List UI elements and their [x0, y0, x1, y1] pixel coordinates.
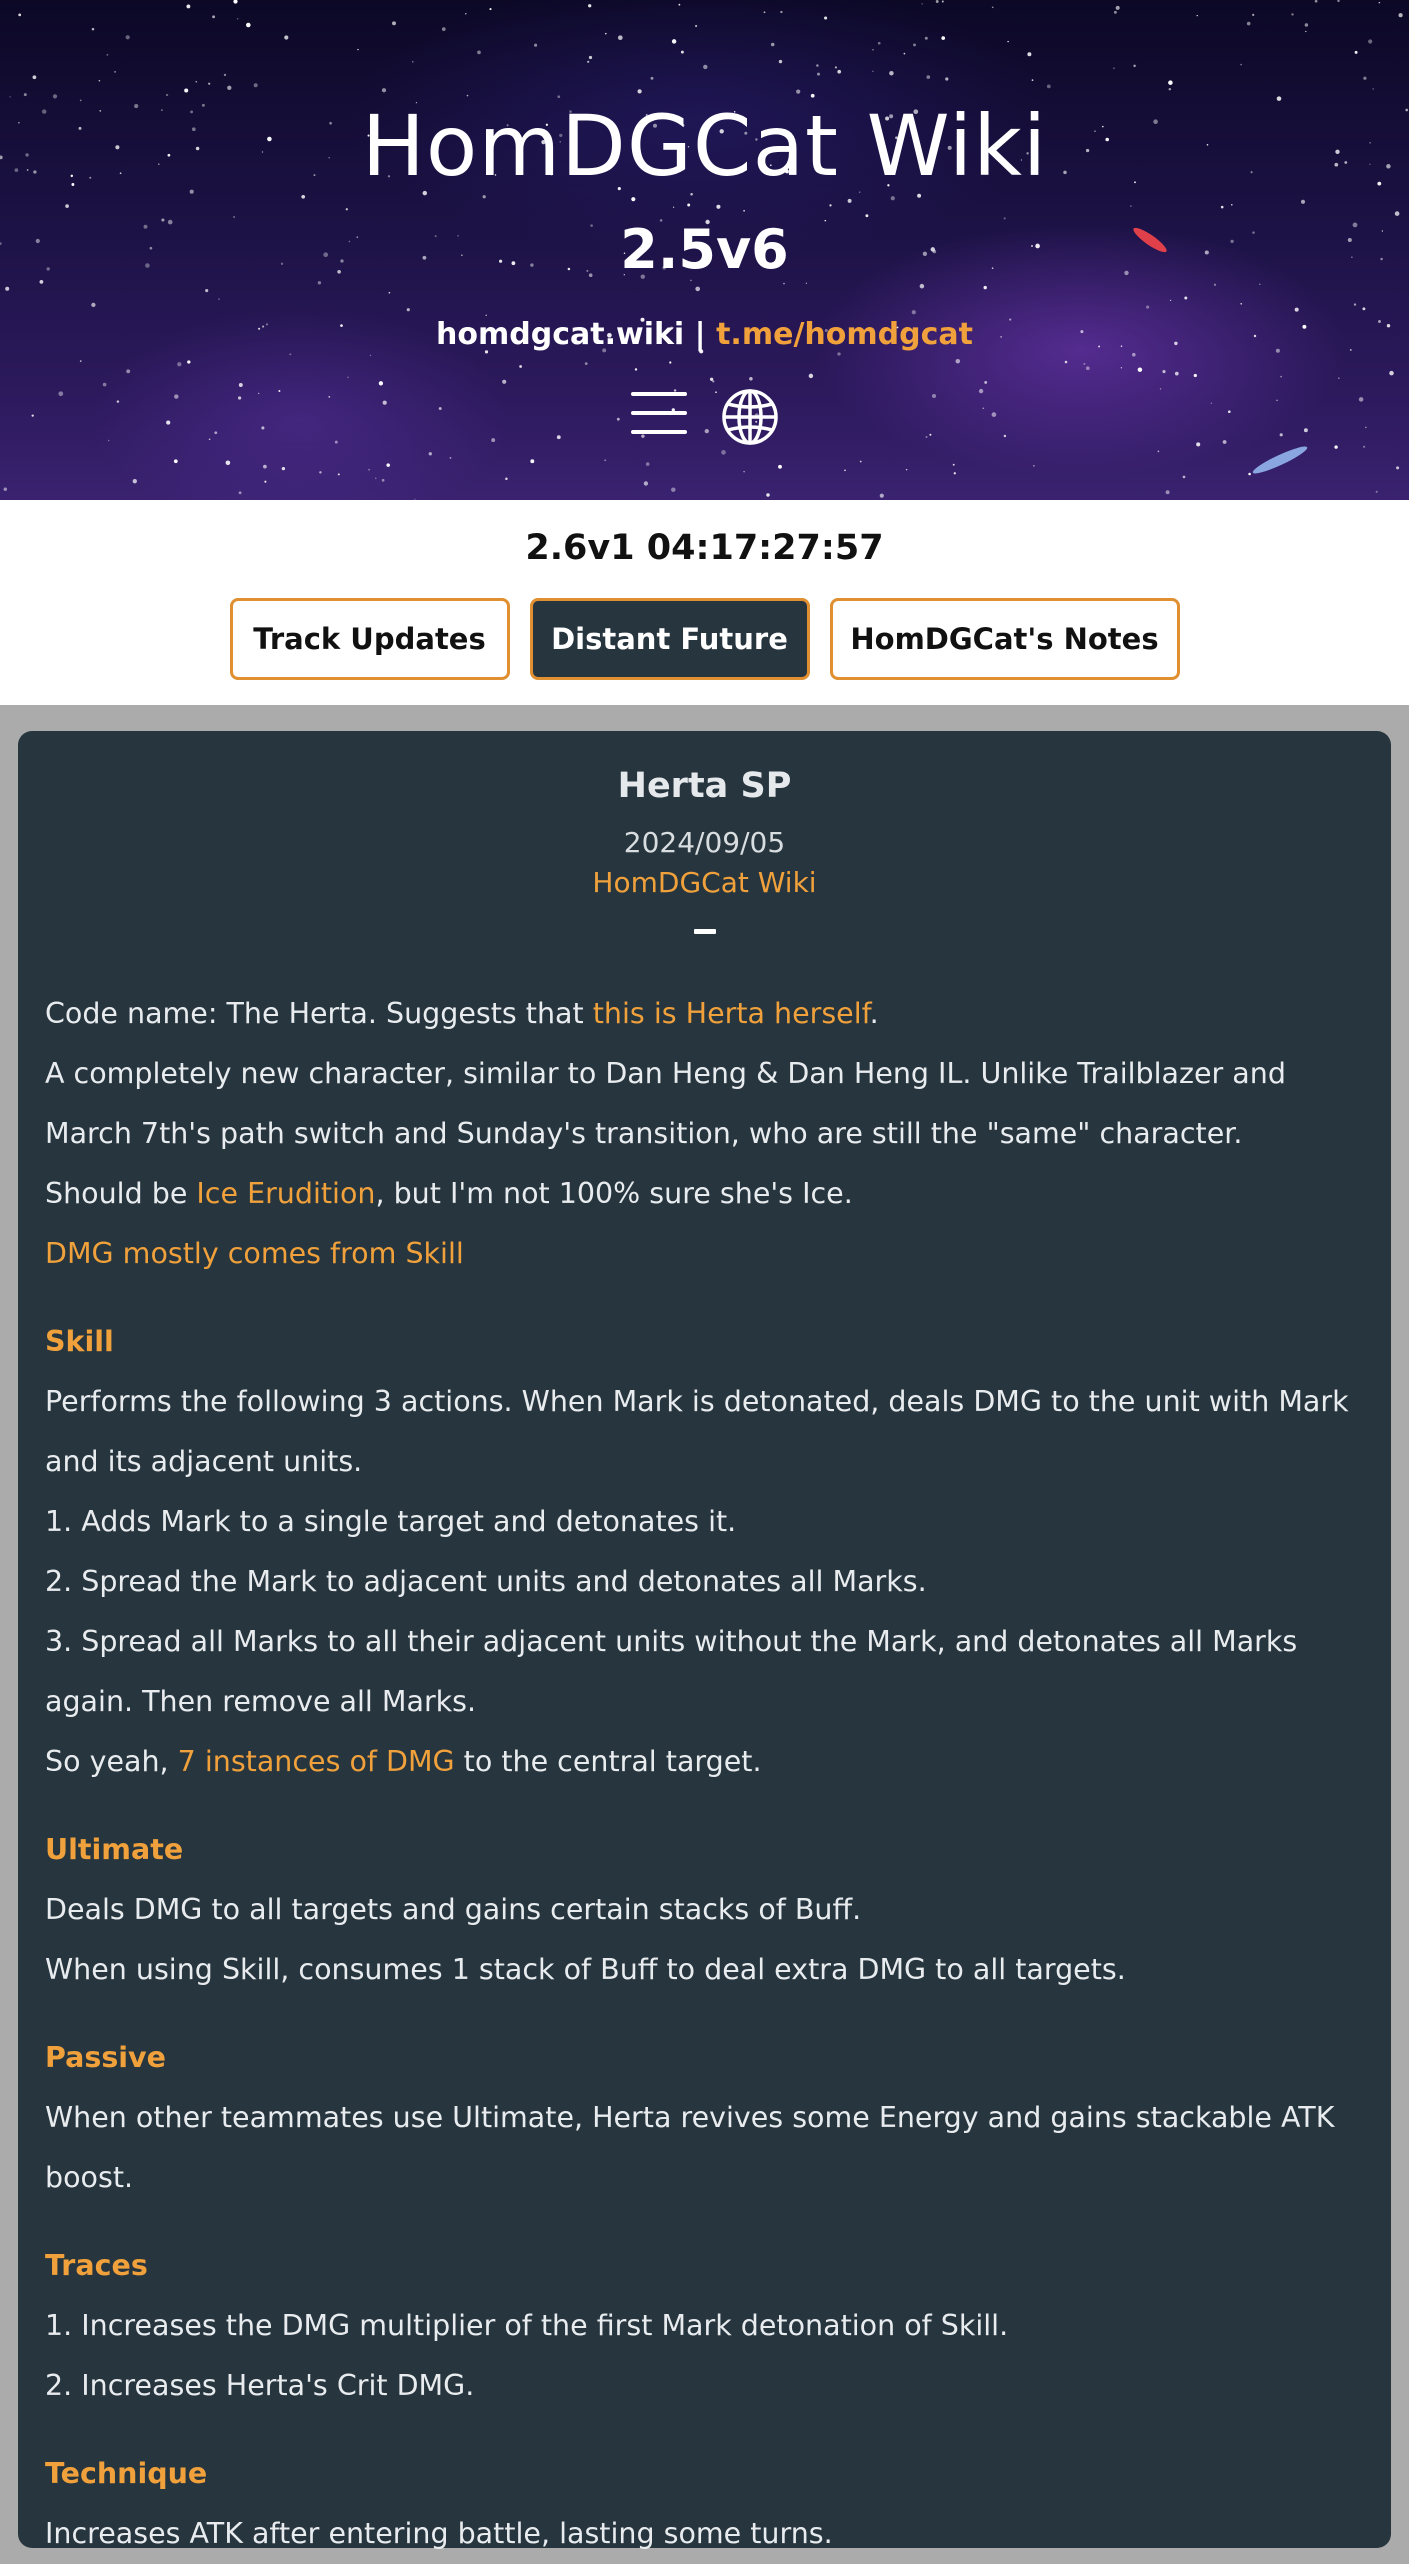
track-updates-button[interactable]: Track Updates [230, 598, 510, 680]
link-separator: | [694, 317, 706, 352]
ultimate-text: When using Skill, consumes 1 stack of Buff to deal extra DMG to all targets. [45, 1953, 1126, 1986]
intro-paragraph: A completely new character, similar to Dan Heng & Dan Heng IL. Unlike Trailblazer and March 7th's path switch and Sunday's transition, who are still the "same" character. [45, 1057, 1286, 1150]
traces-heading: Traces [45, 2249, 148, 2282]
notes-button[interactable]: HomDGCat's Notes [830, 598, 1180, 680]
site-header [0, 0, 1409, 500]
article-title: Herta SP [617, 766, 792, 806]
traces-text: 1. Increases the DMG multiplier of the first Mark detonation of Skill. [45, 2309, 1009, 2342]
nav-buttons [0, 598, 1409, 680]
passive-text: When other teammates use Ultimate, Herta revives some Energy and gains stackable ATK boost. [45, 2101, 1335, 2194]
passive-heading: Passive [45, 2041, 166, 2074]
ultimate-text: Deals DMG to all targets and gains certain stacks of Buff. [45, 1893, 862, 1926]
header-links [0, 315, 1409, 355]
dmg-instances-link[interactable]: 7 instances of DMG [177, 1745, 455, 1778]
intro-paragraph: Code name: The Herta. Suggests that this is Herta herself. [45, 997, 879, 1030]
dmg-skill-link[interactable]: DMG mostly comes from Skill [45, 1237, 464, 1270]
menu-icon[interactable] [631, 388, 687, 438]
divider [694, 929, 716, 934]
globe-icon[interactable] [721, 388, 779, 446]
technique-text: Increases ATK after entering battle, lasting some turns. [45, 2517, 833, 2550]
nav-bar [0, 500, 1409, 705]
article-source-link[interactable]: HomDGCat Wiki [592, 866, 817, 899]
countdown-timer: 2.6v1 04:17:27:57 [525, 528, 884, 568]
header-icons [0, 388, 1409, 446]
article-date: 2024/09/05 [623, 826, 786, 859]
article-card [18, 731, 1391, 2548]
herta-herself-link[interactable]: this is Herta herself [592, 997, 870, 1030]
skill-text: 1. Adds Mark to a single target and detonates it. [45, 1505, 737, 1538]
traces-text: 2. Increases Herta's Crit DMG. [45, 2369, 475, 2402]
skill-heading: Skill [45, 1325, 114, 1358]
version-label: 2.5v6 [620, 218, 789, 281]
distant-future-button[interactable]: Distant Future [530, 598, 810, 680]
site-link[interactable]: homdgcat.wiki [436, 317, 685, 352]
technique-heading: Technique [45, 2457, 208, 2490]
ultimate-heading: Ultimate [45, 1833, 184, 1866]
article-body [45, 984, 1364, 2564]
ice-erudition-link[interactable]: Ice Erudition [196, 1177, 376, 1210]
intro-paragraph: Should be Ice Erudition, but I'm not 100% sure she's Ice. [45, 1177, 853, 1210]
telegram-link[interactable]: t.me/homdgcat [716, 317, 973, 352]
skill-text: So yeah, 7 instances of DMG to the central target. [45, 1745, 762, 1778]
skill-text: 2. Spread the Mark to adjacent units and detonates all Marks. [45, 1565, 927, 1598]
site-title[interactable]: HomDGCat Wiki [361, 97, 1048, 195]
skill-text: 3. Spread all Marks to all their adjacent units without the Mark, and detonates all Marks again. Then remove all Marks. [45, 1625, 1298, 1718]
skill-text: Performs the following 3 actions. When Mark is detonated, deals DMG to the unit with Mark and its adjacent units. [45, 1385, 1349, 1478]
